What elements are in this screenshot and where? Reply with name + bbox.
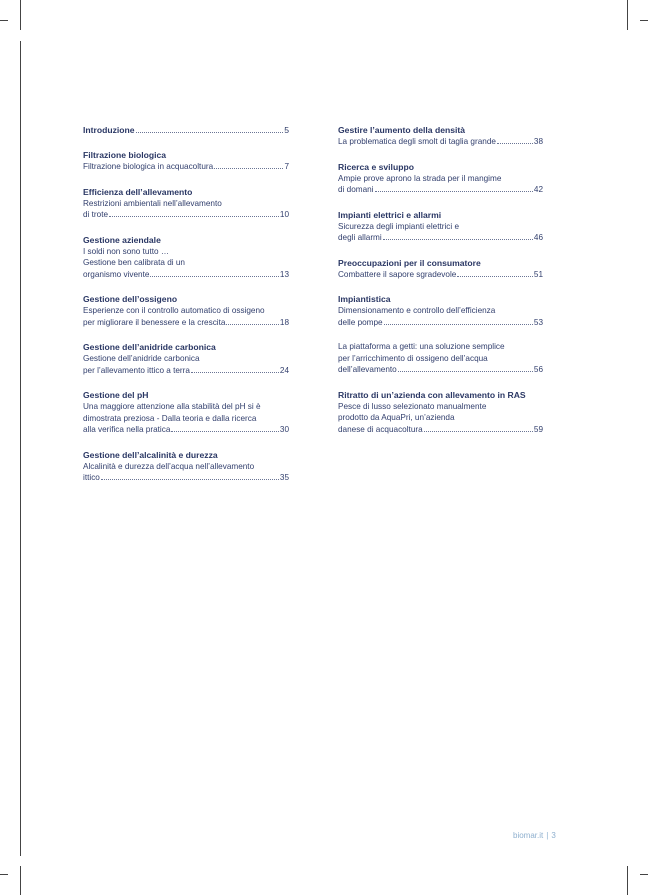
dot-leader xyxy=(150,276,278,277)
toc-entry-line: Sicurezza degli impianti elettrici e xyxy=(338,221,460,231)
dot-leader xyxy=(383,239,533,240)
toc-entry-line: prodotto da AquaPri, un’azienda xyxy=(338,413,455,422)
toc-line-text: di trote xyxy=(83,210,109,219)
toc-entry[interactable] xyxy=(338,257,543,281)
toc-entry-line xyxy=(83,317,289,329)
crop-mark xyxy=(640,20,648,21)
toc-entry-line xyxy=(83,365,289,377)
toc-line-text: per migliorare il benessere e la crescita xyxy=(83,317,226,327)
toc-entry-title xyxy=(83,124,289,136)
toc-entry[interactable] xyxy=(338,389,543,436)
toc-line-text: Combattere il sapore sgradevole xyxy=(338,269,457,279)
crop-mark xyxy=(20,0,21,30)
dot-leader xyxy=(171,431,279,432)
toc-left-column xyxy=(83,124,289,497)
toc-entry-title: Gestione del pH xyxy=(83,390,149,400)
toc-line-text: per l’allevamento ittico a terra xyxy=(83,365,190,375)
toc-entry-title: Gestione dell’anidride carbonica xyxy=(83,342,216,352)
toc-entry-line xyxy=(338,424,543,436)
toc-page-number: 18 xyxy=(279,317,289,327)
dot-leader xyxy=(457,276,533,277)
toc-entry-line: dimostrata preziosa - Dalla teoria e dalla ricerca xyxy=(83,413,257,423)
toc-line-text: Filtrazione biologica in acquacoltura xyxy=(83,162,214,171)
toc-entry[interactable] xyxy=(83,293,289,328)
toc-entry-line xyxy=(83,269,289,281)
toc-entry-title: Gestione dell’ossigeno xyxy=(83,294,178,304)
crop-mark xyxy=(640,874,648,875)
toc-line-text: alla verifica nella pratica xyxy=(83,425,171,434)
toc-page-number: 59 xyxy=(533,424,543,434)
toc-page-number: 7 xyxy=(284,162,289,171)
toc-entry-line: Ampie prove aprono la strada per il mangime xyxy=(338,173,502,183)
toc-entry-title: Gestire l’aumento della densità xyxy=(338,125,466,135)
toc-entry-line: Gestione dell’anidride carbonica xyxy=(83,354,200,363)
toc-entry[interactable] xyxy=(83,234,289,281)
dot-leader xyxy=(384,324,533,325)
toc-page-number: 13 xyxy=(279,269,289,279)
toc-entry[interactable] xyxy=(338,293,543,328)
toc-page-number: 30 xyxy=(279,425,289,434)
toc-line-text: degli allarmi xyxy=(338,233,382,242)
toc-entry-title: Efficienza dell’allevamento xyxy=(83,186,193,197)
toc-entry[interactable] xyxy=(338,124,543,148)
toc-page-number: 38 xyxy=(533,137,543,146)
toc-line-text: organismo vivente xyxy=(83,269,150,279)
toc-page-number: 56 xyxy=(533,365,543,374)
dot-leader xyxy=(398,371,533,372)
toc-entry-line: Una maggiore attenzione alla stabilità del pH si è xyxy=(83,402,261,411)
toc-page-number: 46 xyxy=(533,233,543,242)
toc-line-text: delle pompe xyxy=(338,317,383,327)
toc-entry-line xyxy=(338,269,543,281)
toc-entry-title: Ritratto di un’azienda con allevamento in RAS xyxy=(338,389,526,400)
toc-entry[interactable] xyxy=(83,341,289,376)
toc-entry[interactable] xyxy=(83,186,289,221)
toc-entry-title: Impianti elettrici e allarmi xyxy=(338,209,442,220)
toc-page-number: 51 xyxy=(533,269,543,279)
crop-mark xyxy=(0,20,8,21)
dot-leader xyxy=(109,216,279,217)
toc-entry[interactable] xyxy=(338,161,543,196)
dot-leader xyxy=(136,132,284,133)
toc-entry[interactable] xyxy=(83,449,289,484)
crop-mark xyxy=(627,0,628,30)
dot-leader xyxy=(101,479,279,480)
toc-page-number: 24 xyxy=(279,365,289,375)
toc-entry-title: Preoccupazioni per il consumatore xyxy=(338,257,481,268)
footer-page-number: 3 xyxy=(551,831,556,840)
toc-page-number: 5 xyxy=(284,125,289,135)
crop-mark xyxy=(0,874,8,875)
footer-separator: | xyxy=(546,831,549,840)
toc-right-column xyxy=(338,124,543,448)
toc-entry-line: I soldi non sono tutto … xyxy=(83,246,170,256)
dot-leader xyxy=(214,168,283,169)
dot-leader xyxy=(375,191,533,192)
toc-entry-line xyxy=(338,232,543,244)
dot-leader xyxy=(497,143,533,144)
toc-entry-line xyxy=(83,209,289,221)
toc-entry[interactable] xyxy=(83,389,289,436)
toc-line-text: danese di acquacoltura xyxy=(338,424,423,434)
toc-line-text: ittico xyxy=(83,473,100,482)
toc-entry[interactable] xyxy=(338,341,543,376)
toc-entry-line xyxy=(338,184,543,196)
toc-entry-line: Pesce di lusso selezionato manualmente xyxy=(338,401,487,411)
toc-entry-line: La piattaforma a getti: una soluzione semplice xyxy=(338,342,505,351)
toc-entry[interactable] xyxy=(83,149,289,173)
toc-page-number: 53 xyxy=(533,317,543,327)
toc-entry-line xyxy=(338,136,543,148)
toc-entry-title: Ricerca e sviluppo xyxy=(338,161,414,172)
toc-entry-line: per l’arricchimento di ossigeno dell’acqua xyxy=(338,353,488,363)
toc-page-number: 42 xyxy=(533,185,543,194)
toc-entry-title: Gestione aziendale xyxy=(83,234,161,245)
toc-line-text: La problematica degli smolt di taglia grande xyxy=(338,137,496,146)
crop-mark xyxy=(20,41,21,856)
toc-entry-title: Gestione dell’alcalinità e durezza xyxy=(83,449,218,460)
page-footer xyxy=(513,831,556,840)
toc-entry-title: Impiantistica xyxy=(338,294,391,304)
dot-leader xyxy=(424,431,533,432)
toc-entry-line xyxy=(83,472,289,484)
toc-title-text: Introduzione xyxy=(83,125,135,135)
toc-page-number: 10 xyxy=(279,210,289,219)
toc-entry-line: Restrizioni ambientali nell’allevamento xyxy=(83,198,222,208)
toc-entry-line xyxy=(83,424,289,436)
toc-entry-line: Dimensionamento e controllo dell’efficienza xyxy=(338,306,496,315)
toc-entry-line: Gestione ben calibrata di un xyxy=(83,258,185,267)
toc-page-number: 35 xyxy=(279,473,289,482)
toc-line-text: di domani xyxy=(338,185,374,194)
toc-entry[interactable] xyxy=(83,124,289,136)
toc-line-text: dell’allevamento xyxy=(338,365,397,374)
toc-entry[interactable] xyxy=(338,209,543,244)
dot-leader xyxy=(226,324,278,325)
toc-entry-line xyxy=(83,161,289,173)
toc-entry-line xyxy=(338,364,543,376)
toc-entry-line xyxy=(338,317,543,329)
crop-mark xyxy=(627,866,628,895)
toc-entry-title: Filtrazione biologica xyxy=(83,150,167,160)
toc-entry-line: Esperienze con il controllo automatico di ossigeno xyxy=(83,306,265,315)
crop-mark xyxy=(20,866,21,895)
toc-entry-line: Alcalinità e durezza dell’acqua nell’allevamento xyxy=(83,461,255,471)
footer-site[interactable]: biomar.it xyxy=(513,831,544,840)
dot-leader xyxy=(191,372,279,373)
